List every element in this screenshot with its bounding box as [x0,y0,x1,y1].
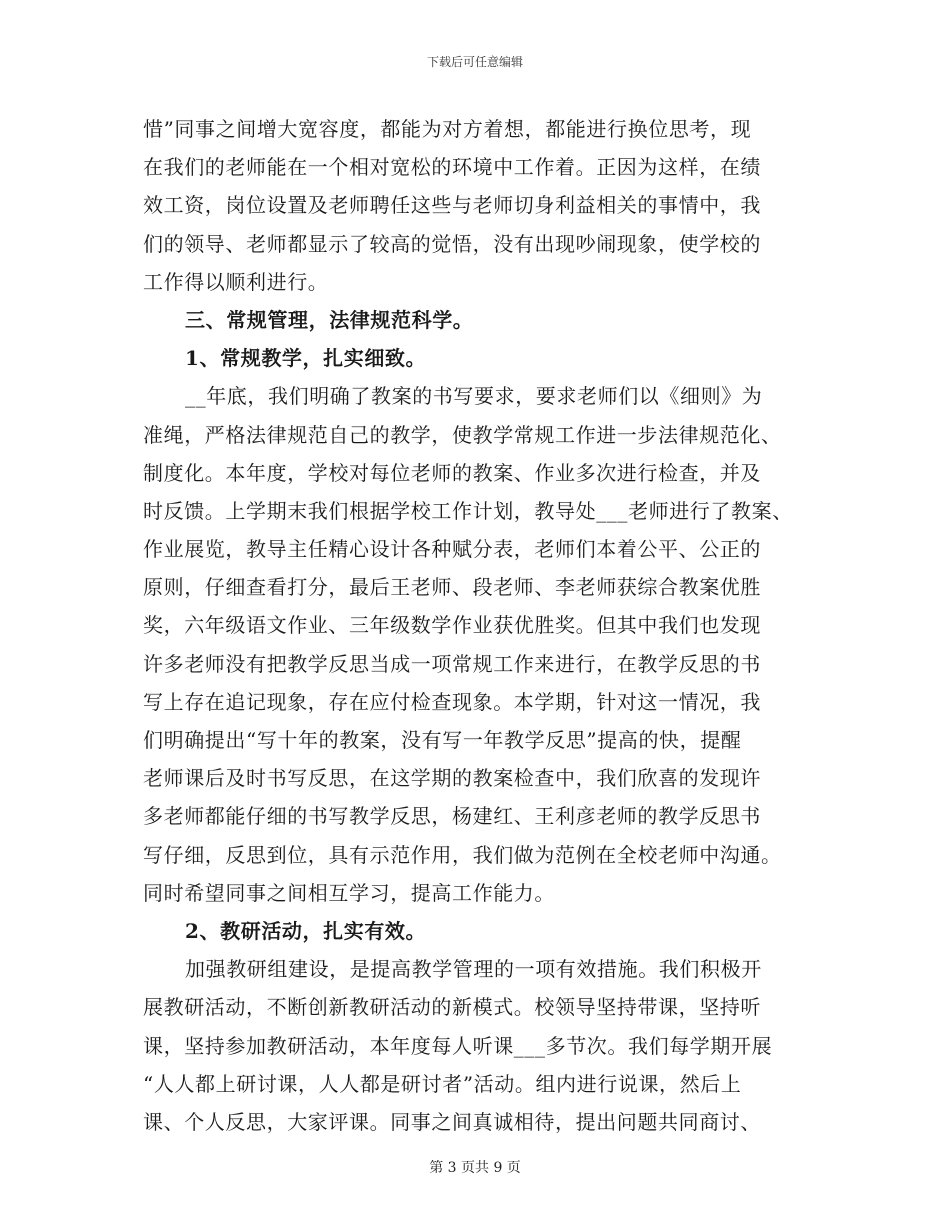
paragraph-line: 老师课后及时书写反思，在这学期的教案检查中，我们欣喜的发现许 [143,766,761,791]
paragraph-line: 效工资，岗位设置及老师聘任这些与老师切身利益相关的事情中，我 [143,193,761,218]
paragraph-line: 原则，仔细查看打分，最后王老师、段老师、李老师获综合教案优胜 [143,575,761,600]
paragraph-line: 加强教研组建设，是提高教学管理的一项有效措施。我们积极开 [185,957,762,982]
paragraph-line: “人人都上研讨课，人人都是研讨者”活动。组内进行说课，然后上 [143,1071,742,1096]
paragraph-line: 们的领导、老师都显示了较高的觉悟，没有出现吵闹现象，使学校的 [143,231,761,256]
subsection-heading: 1、常规教学，扎实细致。 [185,346,427,371]
paragraph-line: 课、个人反思，大家评课。同事之间真诚相待，提出问题共同商讨、 [143,1109,761,1134]
paragraph-line: 准绳，严格法律规范自己的教学，使教学常规工作进一步法律规范化、 [143,422,782,447]
paragraph-line: 许多老师没有把教学反思当成一项常规工作来进行，在教学反思的书 [143,651,761,676]
page-footer: 第 3 页共 9 页 [429,1160,521,1176]
paragraph-line: 们明确提出“写十年的教案，没有写一年教学反思”提高的快，提醒 [143,728,742,752]
paragraph-line: 写上存在追记现象，存在应付检查现象。本学期，针对这一情况，我 [143,689,761,714]
paragraph-line: 工作得以顺利进行。 [143,269,329,294]
section-heading: 三、常规管理，法律规范科学。 [185,307,474,332]
paragraph-line: 作业展览，教导主任精心设计各种赋分表，老师们本着公平、公正的 [143,537,761,562]
paragraph-line: 惜”同事之间增大宽容度，都能为对方着想，都能进行换位思考，现 [143,117,752,141]
paragraph-line: 同时希望同事之间相互学习，提高工作能力。 [143,880,555,905]
paragraph-line: 展教研活动，不断创新教研活动的新模式。校领导坚持带课，坚持听 [143,995,761,1020]
paragraph-line: __年底，我们明确了教案的书写要求，要求老师们以《细则》为 [185,384,763,409]
paragraph-line: 时反馈。上学期末我们根据学校工作计划，教导处___老师进行了教案、 [143,498,793,523]
paragraph-line: 在我们的老师能在一个相对宽松的环境中工作着。正因为这样，在绩 [143,155,761,180]
paragraph-line: 奖，六年级语文作业、三年级数学作业获优胜奖。但其中我们也发现 [143,613,761,638]
subsection-heading: 2、教研活动，扎实有效。 [185,918,427,943]
paragraph-line: 制度化。本年度，学校对每位老师的教案、作业多次进行检查，并及 [143,460,761,485]
paragraph-line: 多老师都能仔细的书写教学反思，杨建红、王利彦老师的教学反思书 [143,804,761,829]
paragraph-line: 课，坚持参加教研活动，本年度每人听课___多节次。我们每学期开展 [143,1033,773,1058]
document-body [143,110,808,1141]
paragraph-line: 写仔细，反思到位，具有示范作用，我们做为范例在全校老师中沟通。 [143,842,782,867]
page-header: 下载后可任意编辑 [426,55,523,69]
